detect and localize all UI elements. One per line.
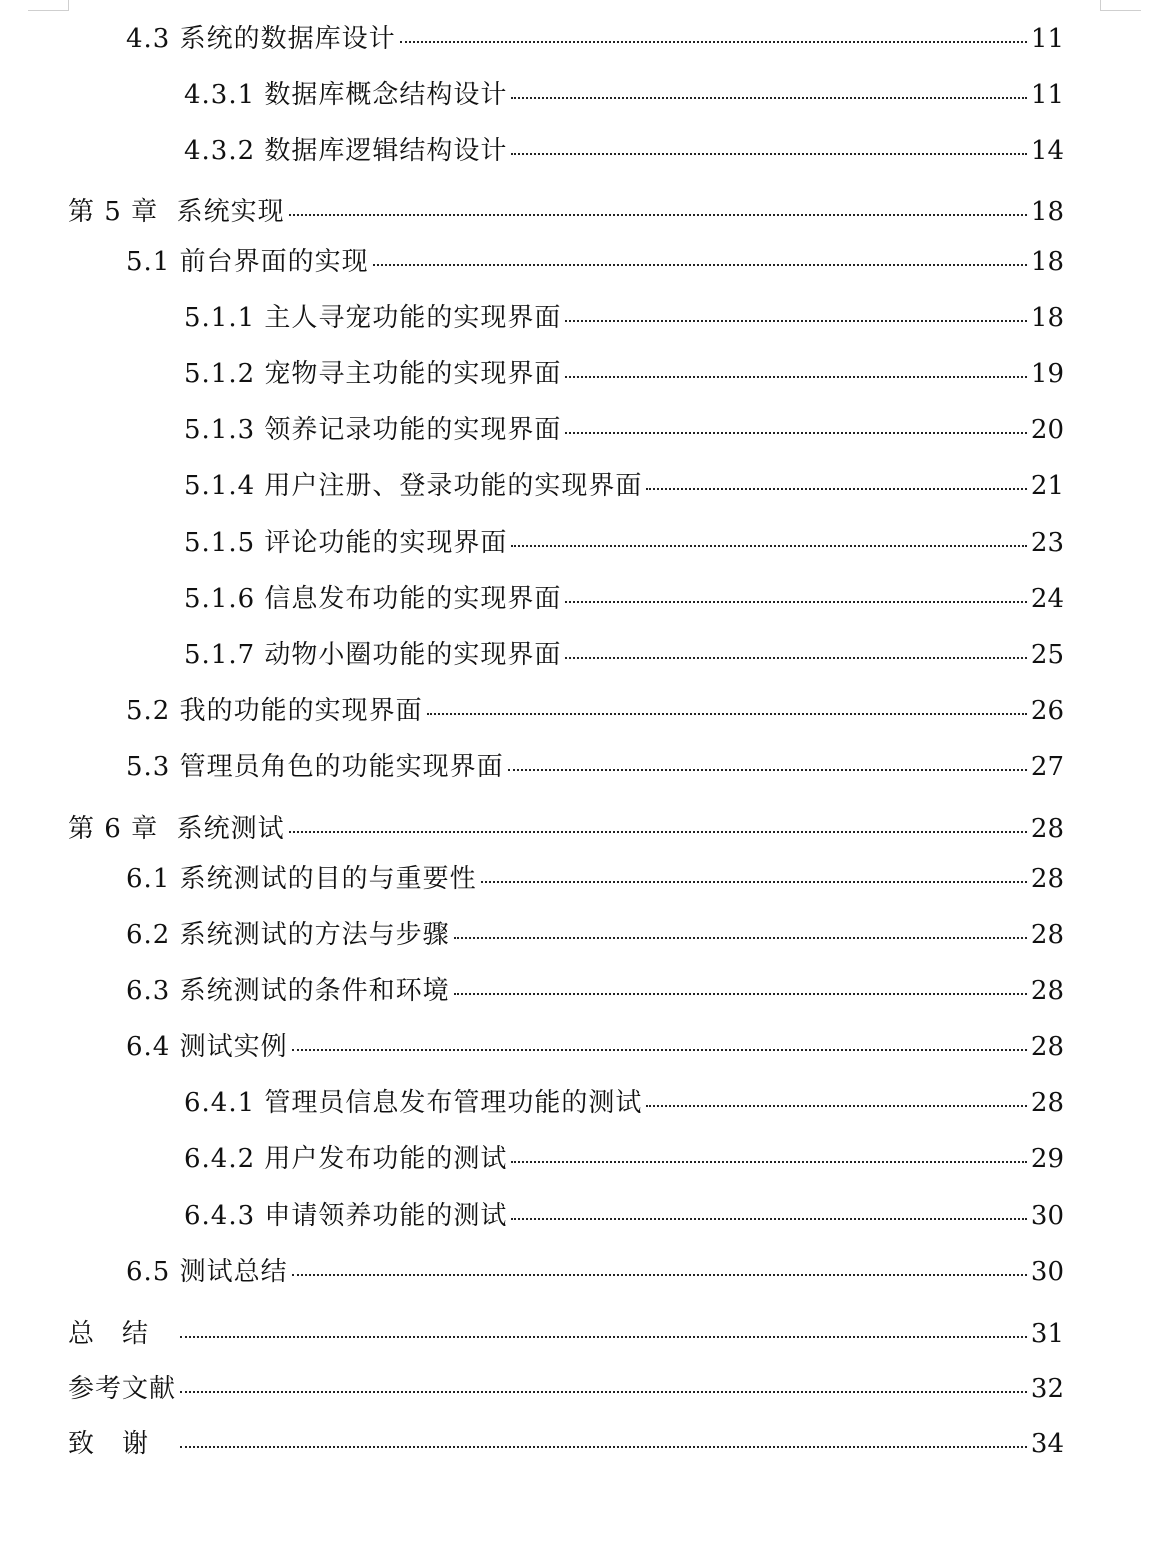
toc-dot-leader	[454, 937, 1027, 939]
toc-page-number: 28	[1030, 1032, 1064, 1062]
toc-entry-title: 5.1.2 宠物寻主功能的实现界面	[184, 359, 562, 389]
toc-page-number: 18	[1030, 247, 1064, 277]
toc-page-number: 31	[1030, 1319, 1064, 1349]
toc-entry-title: 6.2 系统测试的方法与步骤	[126, 920, 450, 950]
toc-entry-title: 5.1.4 用户注册、登录功能的实现界面	[184, 471, 643, 501]
toc-entry[interactable]	[184, 1199, 1064, 1233]
toc-entry[interactable]	[68, 1317, 1064, 1351]
toc-entry[interactable]	[184, 413, 1064, 447]
toc-page-number: 24	[1030, 584, 1064, 614]
toc-dot-leader	[511, 153, 1026, 155]
toc-entry[interactable]	[184, 469, 1064, 503]
toc-entry-title: 4.3.2 数据库逻辑结构设计	[184, 136, 508, 166]
toc-entry[interactable]	[184, 78, 1064, 112]
toc-entry[interactable]	[184, 1142, 1064, 1176]
toc-dot-leader	[511, 1161, 1026, 1163]
toc-entry-title: 致谢	[68, 1429, 177, 1459]
toc-dot-leader	[400, 41, 1027, 43]
toc-entry-title: 5.1.5 评论功能的实现界面	[184, 528, 508, 558]
toc-dot-leader	[481, 881, 1027, 883]
toc-entry[interactable]	[68, 195, 1064, 229]
toc-dot-leader	[565, 320, 1026, 322]
toc-entry-title: 4.3 系统的数据库设计	[126, 24, 396, 54]
toc-entry[interactable]	[184, 526, 1064, 560]
toc-entry-title: 5.1.3 领养记录功能的实现界面	[184, 415, 562, 445]
toc-page-number: 28	[1030, 976, 1064, 1006]
toc-dot-leader	[289, 214, 1027, 216]
toc-page-number: 34	[1030, 1429, 1064, 1459]
toc-dot-leader	[180, 1336, 1027, 1338]
toc-entry[interactable]	[126, 862, 1064, 896]
toc-entry[interactable]	[184, 301, 1064, 335]
page-corner-mark-left	[28, 0, 69, 11]
toc-entry[interactable]	[126, 1030, 1064, 1064]
toc-entry-title: 第 6 章 系统测试	[68, 814, 285, 844]
toc-page-number: 11	[1030, 80, 1064, 110]
toc-page-number: 14	[1030, 136, 1064, 166]
toc-entry-title: 6.4.1 管理员信息发布管理功能的测试	[184, 1088, 643, 1118]
toc-dot-leader	[427, 713, 1027, 715]
toc-dot-leader	[511, 97, 1026, 99]
toc-page-number: 21	[1030, 471, 1064, 501]
toc-entry-title: 总结	[68, 1319, 177, 1349]
toc-entry[interactable]	[126, 245, 1064, 279]
toc-entry-title: 6.1 系统测试的目的与重要性	[126, 864, 477, 894]
toc-page-number: 20	[1030, 415, 1064, 445]
toc-page-number: 18	[1030, 197, 1064, 227]
toc-page-number: 27	[1030, 752, 1064, 782]
toc-entry-title: 第 5 章 系统实现	[68, 197, 285, 227]
toc-page-number: 28	[1030, 920, 1064, 950]
toc-page-number: 29	[1030, 1144, 1064, 1174]
toc-page-number: 26	[1030, 696, 1064, 726]
toc-page-number: 28	[1030, 1088, 1064, 1118]
toc-dot-leader	[646, 488, 1026, 490]
toc-entry-title: 参考文献	[68, 1374, 177, 1404]
toc-page-number: 18	[1030, 303, 1064, 333]
toc-entry[interactable]	[68, 1427, 1064, 1461]
toc-dot-leader	[565, 376, 1026, 378]
toc-dot-leader	[292, 1049, 1027, 1051]
toc-dot-leader	[646, 1105, 1026, 1107]
toc-entry[interactable]	[126, 1255, 1064, 1289]
toc-dot-leader	[565, 657, 1026, 659]
toc-page-number: 28	[1030, 864, 1064, 894]
toc-dot-leader	[565, 601, 1026, 603]
toc-entry[interactable]	[184, 134, 1064, 168]
toc-dot-leader	[180, 1446, 1027, 1448]
toc-entry-title: 6.5 测试总结	[126, 1257, 288, 1287]
toc-page-number: 23	[1030, 528, 1064, 558]
toc-page-number: 28	[1030, 814, 1064, 844]
toc-dot-leader	[289, 831, 1027, 833]
toc-dot-leader	[373, 264, 1027, 266]
toc-page-number: 25	[1030, 640, 1064, 670]
toc-entry[interactable]	[68, 1372, 1064, 1406]
toc-entry[interactable]	[126, 974, 1064, 1008]
toc-entry[interactable]	[184, 638, 1064, 672]
toc-entry[interactable]	[184, 582, 1064, 616]
toc-dot-leader	[292, 1274, 1027, 1276]
toc-entry-title: 6.4.3 申请领养功能的测试	[184, 1201, 508, 1231]
toc-dot-leader	[511, 545, 1026, 547]
toc-dot-leader	[180, 1391, 1027, 1393]
page-corner-mark-right	[1100, 0, 1141, 11]
toc-page-number: 19	[1030, 359, 1064, 389]
toc-entry[interactable]	[68, 812, 1064, 846]
toc-entry-title: 6.3 系统测试的条件和环境	[126, 976, 450, 1006]
toc-entry-title: 5.2 我的功能的实现界面	[126, 696, 423, 726]
toc-entry[interactable]	[126, 918, 1064, 952]
toc-entry[interactable]	[126, 694, 1064, 728]
toc-entry-title: 6.4 测试实例	[126, 1032, 288, 1062]
toc-entry-title: 5.1.7 动物小圈功能的实现界面	[184, 640, 562, 670]
toc-entry-title: 5.1.6 信息发布功能的实现界面	[184, 584, 562, 614]
toc-entry[interactable]	[184, 357, 1064, 391]
toc-entry-title: 6.4.2 用户发布功能的测试	[184, 1144, 508, 1174]
toc-dot-leader	[508, 769, 1027, 771]
toc-dot-leader	[565, 432, 1026, 434]
toc-entry-title: 5.1 前台界面的实现	[126, 247, 369, 277]
toc-dot-leader	[454, 993, 1027, 995]
toc-page-number: 11	[1030, 24, 1064, 54]
toc-entry[interactable]	[126, 22, 1064, 56]
toc-entry-title: 4.3.1 数据库概念结构设计	[184, 80, 508, 110]
toc-page-number: 30	[1030, 1201, 1064, 1231]
toc-dot-leader	[511, 1218, 1026, 1220]
toc-entry[interactable]	[184, 1086, 1064, 1120]
toc-entry-title: 5.1.1 主人寻宠功能的实现界面	[184, 303, 562, 333]
toc-entry-title: 5.3 管理员角色的功能实现界面	[126, 752, 504, 782]
toc-entry[interactable]	[126, 750, 1064, 784]
toc-page-number: 30	[1030, 1257, 1064, 1287]
toc-page-number: 32	[1030, 1374, 1064, 1404]
